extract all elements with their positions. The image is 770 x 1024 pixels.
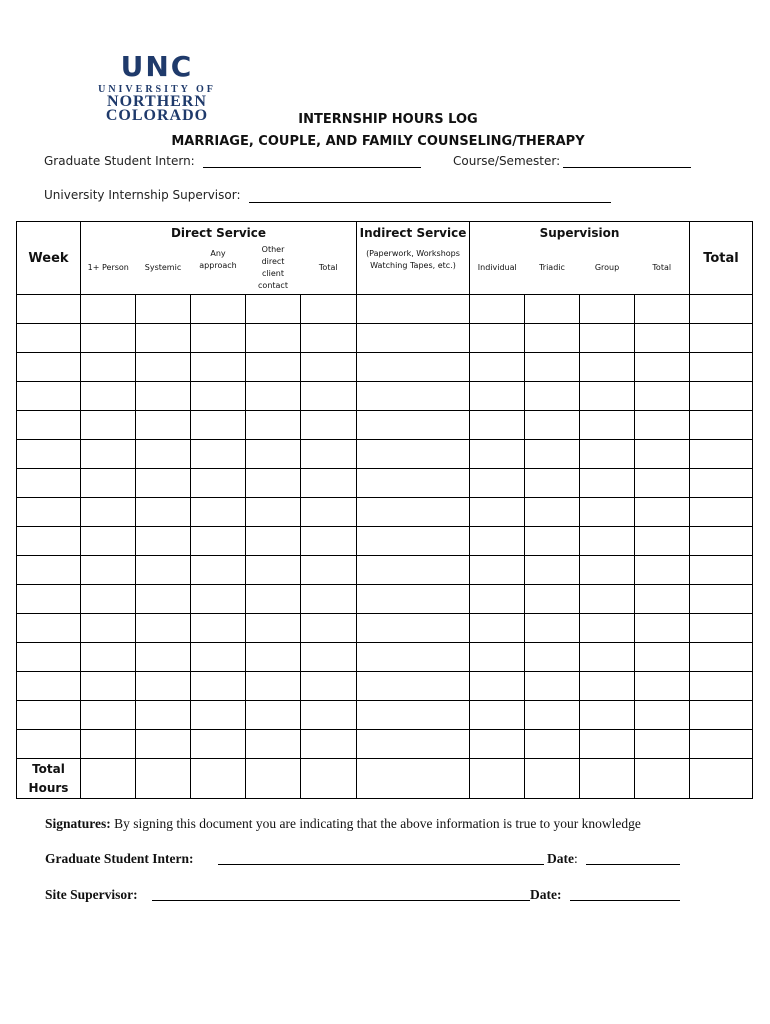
hours-cell[interactable] (191, 353, 246, 382)
direct-col-any-approach (191, 242, 246, 295)
supervisor-label: University Internship Supervisor: (44, 188, 241, 202)
hours-cell[interactable] (357, 469, 470, 498)
hours-cell[interactable] (81, 643, 136, 672)
hours-cell[interactable] (246, 411, 301, 440)
week-cell[interactable] (17, 353, 81, 382)
hours-cell[interactable] (81, 295, 136, 324)
indirect-note-line1: (Paperwork, Workshops (366, 248, 460, 258)
hours-cell[interactable] (81, 585, 136, 614)
hours-cell[interactable] (690, 324, 753, 353)
hours-cell[interactable] (690, 353, 753, 382)
table-row (17, 382, 753, 411)
hours-cell[interactable] (136, 353, 191, 382)
hours-cell[interactable] (357, 730, 470, 759)
hours-cell[interactable] (635, 469, 690, 498)
hours-cell[interactable] (580, 701, 635, 730)
hours-cell[interactable] (246, 672, 301, 701)
hours-cell[interactable] (635, 382, 690, 411)
total-cell[interactable] (635, 759, 690, 799)
hours-cell[interactable] (580, 730, 635, 759)
supervision-col-group: Group (580, 242, 635, 295)
hours-cell[interactable] (470, 730, 525, 759)
hours-cell[interactable] (635, 643, 690, 672)
hours-cell[interactable] (301, 353, 357, 382)
week-header: Week (17, 222, 81, 295)
hours-cell[interactable] (191, 614, 246, 643)
hours-cell[interactable] (246, 440, 301, 469)
hours-cell[interactable] (635, 295, 690, 324)
total-header: Total (690, 222, 753, 295)
table-row (17, 440, 753, 469)
hours-cell[interactable] (301, 440, 357, 469)
hours-cell[interactable] (525, 701, 580, 730)
supervision-header: Supervision (470, 222, 690, 242)
intern-signature-label (45, 851, 194, 867)
hours-cell[interactable] (690, 498, 753, 527)
hours-cell[interactable] (525, 614, 580, 643)
hours-cell[interactable] (301, 469, 357, 498)
table-row (17, 701, 753, 730)
hours-cell[interactable] (191, 411, 246, 440)
signatures-text: By signing this document you are indicating that the above information is true to your knowledge (110, 816, 641, 831)
week-cell[interactable] (17, 614, 81, 643)
table-row (17, 585, 753, 614)
hours-cell[interactable] (81, 556, 136, 585)
hours-cell[interactable] (635, 527, 690, 556)
intern-date-line[interactable] (586, 864, 680, 865)
hours-cell[interactable] (81, 469, 136, 498)
hours-cell[interactable] (81, 440, 136, 469)
hours-cell[interactable] (301, 672, 357, 701)
hours-cell[interactable] (470, 701, 525, 730)
any-approach-line2: approach (199, 260, 237, 270)
hours-cell[interactable] (635, 353, 690, 382)
week-cell[interactable] (17, 440, 81, 469)
hours-cell[interactable] (136, 730, 191, 759)
hours-cell[interactable] (470, 672, 525, 701)
site-supervisor-line[interactable] (152, 900, 530, 901)
direct-col-total: Total (301, 242, 357, 295)
hours-cell[interactable] (191, 672, 246, 701)
site-supervisor-text: Site Supervisor: (45, 887, 138, 902)
hours-cell[interactable] (470, 469, 525, 498)
hours-cell[interactable] (191, 730, 246, 759)
hours-cell[interactable] (357, 672, 470, 701)
logo-line3: COLORADO (105, 107, 209, 122)
hours-cell[interactable] (136, 701, 191, 730)
hours-cell[interactable] (357, 382, 470, 411)
hours-cell[interactable] (635, 585, 690, 614)
hours-cell[interactable] (580, 672, 635, 701)
hours-cell[interactable] (525, 411, 580, 440)
other-contact-line3: client (262, 268, 284, 278)
direct-col-systemic: Systemic (136, 242, 191, 295)
table-row (17, 527, 753, 556)
hours-cell[interactable] (635, 324, 690, 353)
intern-signature-line[interactable] (218, 864, 544, 865)
hours-cell[interactable] (470, 498, 525, 527)
hours-cell[interactable] (357, 411, 470, 440)
indirect-note-line2: Watching Tapes, etc.) (370, 260, 456, 270)
total-cell[interactable] (191, 759, 246, 799)
table-row (17, 411, 753, 440)
hours-cell[interactable] (525, 382, 580, 411)
hours-cell[interactable] (580, 556, 635, 585)
hours-cell[interactable] (470, 324, 525, 353)
hours-cell[interactable] (246, 324, 301, 353)
hours-cell[interactable] (580, 411, 635, 440)
hours-cell[interactable] (690, 469, 753, 498)
hours-cell[interactable] (635, 411, 690, 440)
indirect-service-header: Indirect Service (357, 222, 470, 242)
hours-cell[interactable] (525, 295, 580, 324)
hours-cell[interactable] (357, 353, 470, 382)
hours-cell[interactable] (136, 585, 191, 614)
hours-cell[interactable] (301, 411, 357, 440)
week-cell[interactable] (17, 411, 81, 440)
hours-cell[interactable] (690, 643, 753, 672)
total-cell[interactable] (470, 759, 525, 799)
table-row (17, 614, 753, 643)
table-row (17, 324, 753, 353)
table-row (17, 295, 753, 324)
hours-cell[interactable] (301, 527, 357, 556)
site-date-label (530, 887, 561, 903)
hours-cell[interactable] (246, 643, 301, 672)
hours-cell[interactable] (580, 643, 635, 672)
hours-cell[interactable] (81, 672, 136, 701)
hours-cell[interactable] (246, 295, 301, 324)
hours-cell[interactable] (357, 324, 470, 353)
hours-cell[interactable] (690, 672, 753, 701)
intern-field[interactable] (203, 167, 421, 168)
hours-cell[interactable] (525, 556, 580, 585)
direct-col-1plus-person: 1+ Person (81, 242, 136, 295)
hours-cell[interactable] (191, 643, 246, 672)
intern-signature-text: Graduate Student Intern: (45, 851, 194, 866)
hours-cell[interactable] (525, 730, 580, 759)
hours-cell[interactable] (136, 643, 191, 672)
hours-cell[interactable] (525, 585, 580, 614)
hours-cell[interactable] (580, 498, 635, 527)
hours-cell[interactable] (301, 295, 357, 324)
hours-cell[interactable] (136, 469, 191, 498)
supervision-col-triadic: Triadic (525, 242, 580, 295)
hours-cell[interactable] (191, 440, 246, 469)
hours-cell[interactable] (690, 701, 753, 730)
hours-cell[interactable] (525, 353, 580, 382)
hours-cell[interactable] (525, 672, 580, 701)
hours-cell[interactable] (690, 382, 753, 411)
hours-cell[interactable] (580, 585, 635, 614)
total-cell[interactable] (580, 759, 635, 799)
hours-cell[interactable] (525, 643, 580, 672)
hours-cell[interactable] (470, 614, 525, 643)
hours-cell[interactable] (81, 382, 136, 411)
hours-cell[interactable] (136, 324, 191, 353)
hours-cell[interactable] (81, 411, 136, 440)
hours-cell[interactable] (191, 585, 246, 614)
hours-cell[interactable] (246, 527, 301, 556)
hours-cell[interactable] (246, 498, 301, 527)
hours-cell[interactable] (357, 614, 470, 643)
hours-cell[interactable] (136, 411, 191, 440)
any-approach-line1: Any (210, 248, 226, 258)
site-date-line[interactable] (570, 900, 680, 901)
hours-cell[interactable] (635, 498, 690, 527)
hours-cell[interactable] (470, 643, 525, 672)
hours-cell[interactable] (470, 440, 525, 469)
hours-cell[interactable] (191, 295, 246, 324)
hours-cell[interactable] (357, 440, 470, 469)
hours-cell[interactable] (246, 730, 301, 759)
week-cell[interactable] (17, 730, 81, 759)
hours-cell[interactable] (246, 469, 301, 498)
hours-cell[interactable] (580, 440, 635, 469)
hours-cell[interactable] (301, 556, 357, 585)
hours-cell[interactable] (690, 440, 753, 469)
hours-cell[interactable] (246, 353, 301, 382)
hours-cell[interactable] (301, 498, 357, 527)
hours-cell[interactable] (525, 440, 580, 469)
hours-cell[interactable] (81, 324, 136, 353)
hours-cell[interactable] (580, 469, 635, 498)
course-field[interactable] (563, 167, 691, 168)
hours-cell[interactable] (301, 324, 357, 353)
hours-cell[interactable] (690, 585, 753, 614)
table-row (17, 643, 753, 672)
hours-cell[interactable] (246, 382, 301, 411)
hours-cell[interactable] (301, 585, 357, 614)
hours-cell[interactable] (357, 556, 470, 585)
hours-cell[interactable] (525, 498, 580, 527)
total-cell[interactable] (81, 759, 136, 799)
week-cell[interactable] (17, 324, 81, 353)
total-cell[interactable] (246, 759, 301, 799)
hours-cell[interactable] (136, 556, 191, 585)
supervision-col-total: Total (635, 242, 690, 295)
hours-cell[interactable] (635, 730, 690, 759)
hours-cell[interactable] (81, 527, 136, 556)
hours-cell[interactable] (136, 382, 191, 411)
hours-cell[interactable] (470, 527, 525, 556)
hours-cell[interactable] (191, 469, 246, 498)
hours-cell[interactable] (301, 730, 357, 759)
site-supervisor-label (45, 887, 138, 903)
hours-cell[interactable] (580, 614, 635, 643)
hours-cell[interactable] (357, 527, 470, 556)
site-date-text: Date: (530, 887, 562, 902)
hours-cell[interactable] (191, 701, 246, 730)
hours-cell[interactable] (525, 469, 580, 498)
hours-cell[interactable] (246, 701, 301, 730)
total-cell[interactable] (525, 759, 580, 799)
intern-date-label (547, 851, 578, 867)
doc-subtitle: MARRIAGE, COUPLE, AND FAMILY COUNSELING/THERAPY (171, 134, 585, 149)
hours-cell[interactable] (301, 701, 357, 730)
hours-cell[interactable] (246, 614, 301, 643)
hours-cell[interactable] (191, 382, 246, 411)
hours-cell[interactable] (191, 324, 246, 353)
week-cell[interactable] (17, 295, 81, 324)
hours-cell[interactable] (470, 411, 525, 440)
signature-statement (45, 816, 641, 832)
table-row (17, 469, 753, 498)
hours-cell[interactable] (357, 295, 470, 324)
hours-cell[interactable] (191, 556, 246, 585)
hours-cell[interactable] (136, 614, 191, 643)
hours-cell[interactable] (470, 556, 525, 585)
hours-cell[interactable] (635, 614, 690, 643)
hours-cell[interactable] (690, 527, 753, 556)
hours-cell[interactable] (246, 556, 301, 585)
week-cell[interactable] (17, 701, 81, 730)
logo-line2: NORTHERN (107, 93, 207, 110)
other-contact-line1: Other (261, 244, 285, 254)
total-cell[interactable] (136, 759, 191, 799)
week-cell[interactable] (17, 382, 81, 411)
course-label: Course/Semester: (453, 154, 561, 168)
other-contact-line2: direct (261, 256, 285, 266)
doc-title: INTERNSHIP HOURS LOG (298, 112, 478, 127)
hours-cell[interactable] (635, 440, 690, 469)
signatures-heading: Signatures: (45, 816, 111, 831)
week-cell[interactable] (17, 469, 81, 498)
week-cell[interactable] (17, 498, 81, 527)
hours-cell[interactable] (81, 614, 136, 643)
hours-cell[interactable] (635, 701, 690, 730)
hours-cell[interactable] (136, 295, 191, 324)
hours-cell[interactable] (580, 527, 635, 556)
hours-cell[interactable] (81, 498, 136, 527)
logo-line1: UNIVERSITY OF (98, 84, 216, 95)
other-contact-line4: contact (258, 280, 288, 290)
hours-cell[interactable] (580, 324, 635, 353)
supervisor-field[interactable] (249, 202, 611, 203)
indirect-note (357, 242, 470, 295)
hours-cell[interactable] (357, 498, 470, 527)
hours-cell[interactable] (690, 411, 753, 440)
table-row (17, 556, 753, 585)
table-row (17, 353, 753, 382)
hours-cell[interactable] (525, 324, 580, 353)
intern-date-colon: : (574, 851, 578, 866)
total-cell[interactable] (690, 759, 753, 799)
week-rows (17, 295, 753, 759)
hours-cell[interactable] (81, 353, 136, 382)
direct-col-other-contact (246, 242, 301, 295)
hours-cell[interactable] (690, 295, 753, 324)
table-row (17, 672, 753, 701)
hours-cell[interactable] (580, 353, 635, 382)
week-cell[interactable] (17, 643, 81, 672)
hours-cell[interactable] (357, 701, 470, 730)
total-hours-line1: Total (32, 761, 65, 776)
hours-cell[interactable] (357, 585, 470, 614)
hours-cell[interactable] (470, 382, 525, 411)
logo-wordmark: UNC (120, 52, 194, 83)
total-hours-label (17, 759, 81, 799)
hours-log-table (16, 221, 753, 799)
total-cell[interactable] (357, 759, 470, 799)
hours-cell[interactable] (191, 498, 246, 527)
direct-service-header: Direct Service (81, 222, 357, 242)
hours-cell[interactable] (136, 498, 191, 527)
hours-cell[interactable] (301, 643, 357, 672)
supervision-col-individual: Individual (470, 242, 525, 295)
hours-cell[interactable] (136, 440, 191, 469)
hours-cell[interactable] (690, 614, 753, 643)
hours-cell[interactable] (81, 730, 136, 759)
week-cell[interactable] (17, 527, 81, 556)
hours-cell[interactable] (470, 295, 525, 324)
week-cell[interactable] (17, 585, 81, 614)
hours-cell[interactable] (301, 382, 357, 411)
hours-cell[interactable] (580, 295, 635, 324)
hours-cell[interactable] (635, 556, 690, 585)
hours-cell[interactable] (301, 614, 357, 643)
hours-cell[interactable] (635, 672, 690, 701)
table-row (17, 730, 753, 759)
intern-label: Graduate Student Intern: (44, 154, 195, 168)
week-cell[interactable] (17, 672, 81, 701)
hours-cell[interactable] (81, 701, 136, 730)
intern-date-text: Date (547, 851, 574, 866)
hours-cell[interactable] (191, 527, 246, 556)
hours-cell[interactable] (580, 382, 635, 411)
week-cell[interactable] (17, 556, 81, 585)
total-cell[interactable] (301, 759, 357, 799)
hours-cell[interactable] (690, 730, 753, 759)
hours-cell[interactable] (246, 585, 301, 614)
hours-cell[interactable] (136, 527, 191, 556)
hours-cell[interactable] (136, 672, 191, 701)
hours-cell[interactable] (357, 643, 470, 672)
hours-cell[interactable] (470, 353, 525, 382)
hours-cell[interactable] (525, 527, 580, 556)
table-row (17, 498, 753, 527)
total-hours-line2: Hours (28, 780, 69, 795)
hours-cell[interactable] (470, 585, 525, 614)
hours-cell[interactable] (690, 556, 753, 585)
